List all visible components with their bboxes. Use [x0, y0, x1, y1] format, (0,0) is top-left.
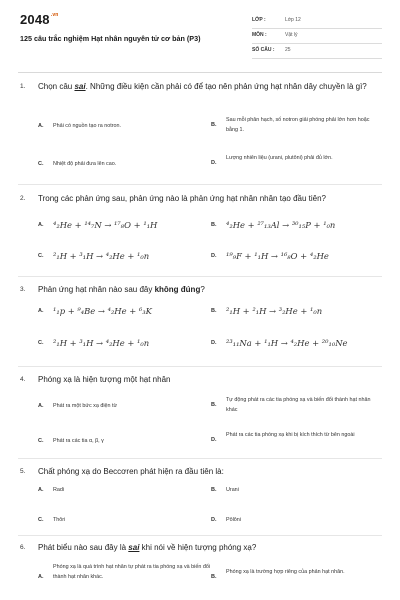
question-emphasis: sai [74, 82, 86, 91]
question-text [38, 80, 383, 93]
option-text: Phát ra một bức xạ điện từ [53, 403, 118, 409]
option-text: Lượng nhiên liệu (urani, plutôni) phải đủ lớn. [226, 155, 333, 161]
option-key: D. [211, 517, 217, 523]
meta-row-subject [252, 29, 382, 44]
question-number: 4. [20, 376, 26, 383]
header-divider [18, 72, 382, 73]
option-key: B. [211, 222, 217, 228]
question-divider [18, 366, 382, 367]
question-number: 1. [20, 83, 26, 90]
document-title: 125 câu trắc nghiệm Hạt nhân nguyên tử cơ bản (P3) [20, 34, 201, 43]
meta-row-count [252, 44, 382, 59]
question-text-part: Phát biểu nào sau đây là [38, 543, 129, 552]
option-text: Radi [53, 487, 65, 493]
logo-main: 2048 [20, 12, 50, 27]
option-text: Phóng xạ là quá trình hạt nhân tự phát ra tia phóng xạ và biến đổi thành hạt nhân khác. [53, 564, 211, 580]
option-key: D. [211, 160, 217, 166]
option-key: B. [211, 574, 217, 580]
option-equation: ⁴₂He + ¹⁴₇N → ¹⁷₈O + ¹₁H [53, 220, 158, 230]
question-divider [18, 458, 382, 459]
page-header [0, 0, 400, 62]
meta-key: SỐ CÂU : [252, 47, 275, 53]
option-key: A. [38, 487, 44, 493]
option-equation: ²₁H + ³₁H → ⁴₂He + ¹₀n [53, 338, 150, 348]
option-text: Sau mỗi phân hạch, số notron giải phóng phải lớn hơn hoặc bằng 1. [226, 117, 370, 133]
option-equation: ²₁H + ²₁H → ³₂He + ¹₀n [226, 306, 323, 316]
option-key: C. [38, 340, 44, 346]
question-divider [18, 535, 382, 536]
question-text-part: . Những điều kiện cần phải có để tạo nên phản ứng hạt nhân dây chuyền là gì? [85, 82, 367, 91]
option-text: Urani [226, 487, 239, 493]
option-key: A. [38, 308, 44, 314]
option-key: D. [211, 340, 217, 346]
option-key: D. [211, 253, 217, 259]
option-key: B. [211, 487, 217, 493]
option-key: A. [38, 222, 44, 228]
option-text: Phát ra các tia phóng xạ khi bị kích thích từ bên ngoài [226, 432, 355, 438]
question-text-part: khi nói về hiện tượng phóng xạ? [139, 543, 257, 552]
option-key: B. [211, 402, 217, 408]
option-equation: ¹⁹₉F + ¹₁H → ¹⁶₈O + ⁴₂He [226, 251, 329, 261]
question-number: 5. [20, 468, 26, 475]
option-text: Phát ra các tia α, β, γ [53, 438, 104, 444]
option-text: Phải có nguồn tạo ra notron. [53, 123, 122, 129]
option-text: Thôri [53, 517, 66, 523]
question-text-part: Chọn câu [38, 82, 75, 91]
question-emphasis: không đúng [154, 285, 201, 294]
question-text: Chất phóng xạ do Beccơren phát hiện ra đầu tiên là: [38, 467, 224, 476]
meta-value: 25 [285, 47, 291, 53]
meta-key: MÔN : [252, 32, 267, 38]
question-text [38, 541, 383, 554]
option-equation: ¹₁p + ⁹₄Be → ⁴₂He + ⁶₃K [53, 306, 152, 316]
meta-row-class [252, 14, 382, 29]
question-text [38, 283, 383, 296]
option-key: D. [211, 437, 217, 443]
option-equation: ²₁H + ³₁H → ⁴₂He + ¹₀n [53, 251, 150, 261]
question-number: 6. [20, 544, 26, 551]
option-key: B. [211, 122, 217, 128]
option-key: B. [211, 308, 217, 314]
question-divider [18, 276, 382, 277]
question-text: Trong các phản ứng sau, phản ứng nào là phản ứng hạt nhân nhân tạo đầu tiên? [38, 194, 326, 203]
option-key: A. [38, 574, 44, 580]
option-text: Tự động phát ra các tia phóng xạ và biến đổi thành hạt nhân khác [226, 397, 371, 413]
meta-value: Vật lý [285, 32, 298, 38]
option-key: C. [38, 517, 44, 523]
option-equation: ²³₁₁Na + ¹₁H → ⁴₂He + ²⁰₁₀Ne [226, 338, 348, 348]
meta-key: LỚP : [252, 17, 266, 23]
question-text-part: ? [200, 285, 205, 294]
question-text: Phóng xạ là hiện tượng một hạt nhân [38, 375, 171, 384]
option-text: Phóng xạ là trường hợp riêng của phản hạt nhân. [226, 569, 345, 575]
site-logo[interactable] [20, 12, 59, 27]
meta-value: Lớp 12 [285, 17, 301, 23]
option-text: Pôlôni [226, 517, 241, 523]
option-key: C. [38, 161, 44, 167]
question-divider [18, 184, 382, 185]
question-number: 2. [20, 195, 26, 202]
option-key: A. [38, 403, 44, 409]
option-key: C. [38, 253, 44, 259]
question-text-part: Phản ứng hạt nhân nào sau đây [38, 285, 155, 294]
question-emphasis: sai [128, 543, 140, 552]
option-key: C. [38, 438, 44, 444]
option-equation: ⁴₂He + ²⁷₁₃Al → ³⁰₁₅P + ¹₀n [226, 220, 336, 230]
option-text: Nhiệt độ phải đưa lên cao. [53, 161, 117, 167]
question-number: 3. [20, 286, 26, 293]
logo-suffix: .vn [50, 12, 59, 18]
option-key: A. [38, 123, 44, 129]
